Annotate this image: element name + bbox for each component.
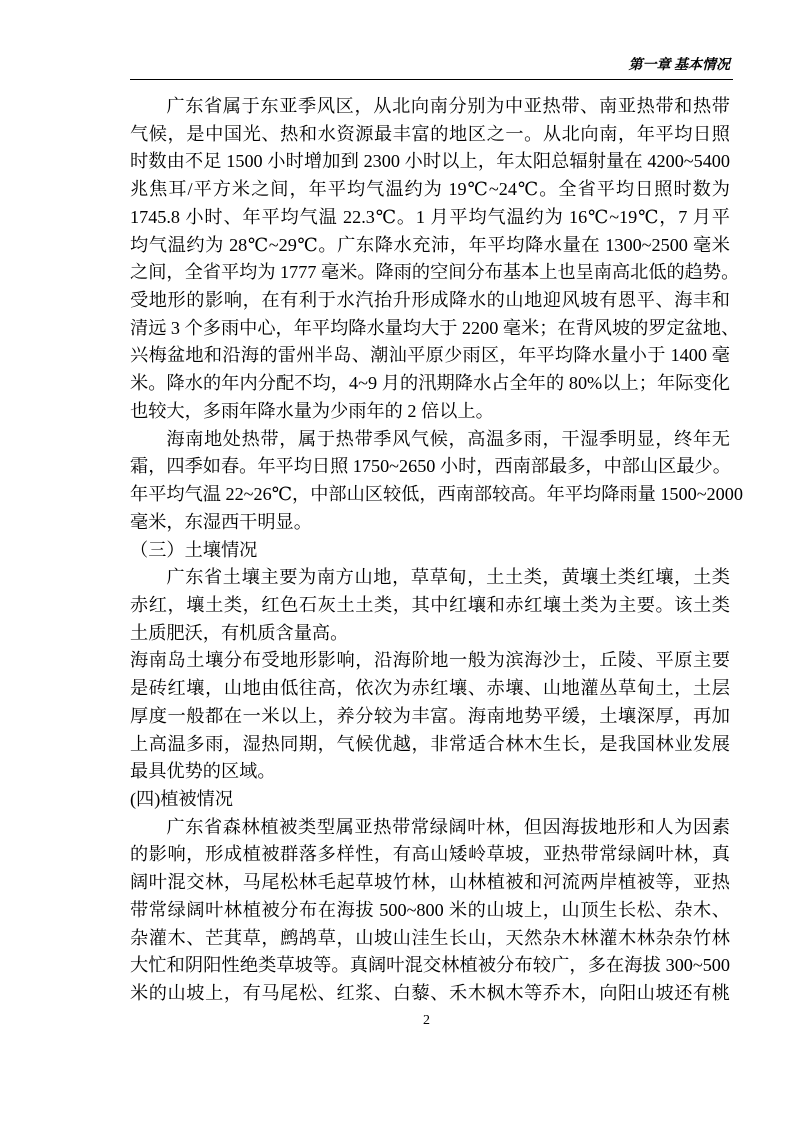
text-line: 广东省属于东亚季风区，从北向南分别为中亚热带、南亚热带和热带 <box>166 96 730 116</box>
text-line: 气候，是中国光、热和水资源最丰富的地区之一。从北向南，年平均日照 <box>130 123 730 144</box>
text-line: 阔叶混交林，马尾松林毛起草坡竹林，山林植被和河流两岸植被等，亚热 <box>130 872 730 893</box>
paragraph-hainan-soil <box>130 647 730 786</box>
text-line: 赤红，壤土类，红色石灰土土类，其中红壤和赤红壤土类为主要。该土类 <box>130 594 730 615</box>
text-line: 均气温约为 28℃~29℃。广东降水充沛，年平均降水量在 1300~2500 毫米 <box>130 234 730 255</box>
text-line: 带常绿阔叶林植被分布在海拔 500~800 米的山坡上，山顶生长松、杂木、 <box>130 899 730 920</box>
text-line: 年平均气温 22~26℃，中部山区较低，西南部较高。年平均降雨量 1500~2000 <box>130 484 743 505</box>
text-line: 上高温多雨，湿热同期，气候优越，非常适合林木生长，是我国林业发展 <box>130 733 730 754</box>
text-line: 米。降水的年内分配不均，4~9 月的汛期降水占全年的 80%以上；年际变化 <box>130 373 730 394</box>
page-number: 2 <box>423 1013 430 1028</box>
text-line: 的影响，形成植被群落多样性，有高山矮岭草坡，亚热带常绿阔叶林，真 <box>130 844 730 865</box>
text-line: 广东省森林植被类型属亚热带常绿阔叶林，但因海拔地形和人为因素 <box>166 816 730 837</box>
header-rule <box>130 79 733 80</box>
text-line: 也较大，多雨年降水量为少雨年的 2 倍以上。 <box>130 400 494 421</box>
text-line: 受地形的影响，在有利于水汽抬升形成降水的山地迎风坡有恩平、海丰和 <box>130 290 730 311</box>
text-line: 海南岛土壤分布受地形影响，沿海阶地一般为滨海沙士，丘陵、平原主要 <box>130 650 730 671</box>
text-line: 广东省土壤主要为南方山地，草草甸，土土类，黄壤土类红壤，土类 <box>166 567 730 588</box>
text-line: 兆焦耳/平方米之间，年平均气温约为 19℃~24℃。全省平均日照时数为 <box>130 179 730 200</box>
paragraph-hainan-climate <box>130 426 743 537</box>
paragraph-guangdong-climate <box>130 93 740 426</box>
paragraph-guangdong-vegetation <box>130 814 730 1008</box>
text-line: 杂灌木、芒萁草，鹧鸪草，山坡山洼生长山，天然杂木林灌木林杂杂竹林 <box>130 927 730 948</box>
running-header-chapter-title: 第一章 基本情况 <box>628 58 730 73</box>
section-heading-vegetation: (四)植被情况 <box>130 788 234 809</box>
text-line: 之间，全省平均为 1777 毫米。降雨的空间分布基本上也呈南高北低的趋势。 <box>130 262 740 283</box>
body-text <box>130 93 743 1008</box>
paragraph-guangdong-soil <box>130 564 730 647</box>
text-line: 大忙和阴阳性绝类草坡等。真阔叶混交林植被分布较广，多在海拔 300~500 <box>130 955 730 976</box>
text-line: 1745.8 小时、年平均气温 22.3℃。1 月平均气温约为 16℃~19℃，7 月平 <box>130 206 730 227</box>
text-line: 毫米，东湿西干明显。 <box>130 511 312 532</box>
text-line: 兴梅盆地和沿海的雷州半岛、潮汕平原少雨区，年平均降水量小于 1400 毫 <box>130 345 730 366</box>
text-line: 霜，四季如春。年平均日照 1750~2650 小时，西南部最多，中部山区最少。 <box>130 456 731 477</box>
text-line: 厚度一般都在一米以上，养分较为丰富。海南地势平缓，土壤深厚，再加 <box>130 705 730 726</box>
text-line: 清远 3 个多雨中心，年平均降水量均大于 2200 毫米；在背风坡的罗定盆地、 <box>130 317 740 338</box>
text-line: 时数由不足 1500 小时增加到 2300 小时以上，年太阳总辐射量在 4200~5400 <box>130 151 730 172</box>
text-line: 土质肥沃，有机质含量高。 <box>130 622 349 643</box>
text-line: 米的山坡上，有马尾松、红浆、白藜、禾木枫木等乔木，向阳山坡还有桃 <box>130 983 730 1003</box>
section-heading-soil: （三）土壤情况 <box>130 539 258 560</box>
text-line: 最具优势的区域。 <box>130 761 276 782</box>
text-line: 海南地处热带，属于热带季风气候，高温多雨，干湿季明显，终年无 <box>166 428 730 449</box>
text-line: 是砖红壤，山地由低往高，依次为赤红壤、赤壤、山地灌丛草甸土，土层 <box>130 678 730 699</box>
